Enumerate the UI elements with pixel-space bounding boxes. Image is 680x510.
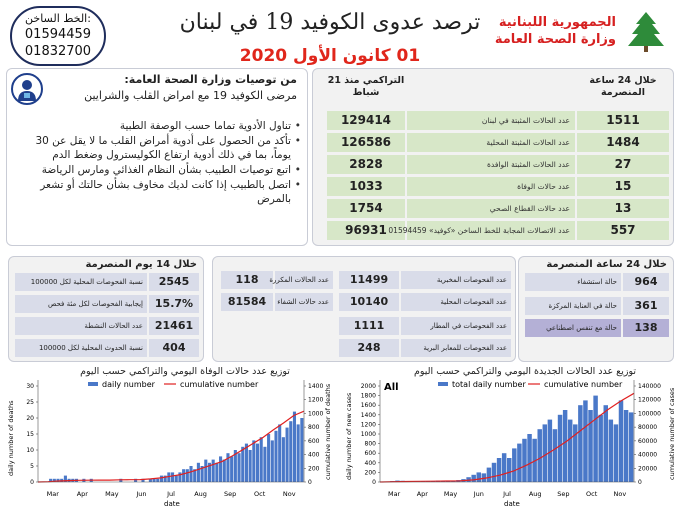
legend-swatch-daily — [438, 382, 448, 386]
metric-value: 138 — [623, 319, 669, 337]
month-label: May — [105, 490, 119, 498]
daily-bar — [593, 396, 597, 482]
summary-row — [319, 177, 669, 196]
month-label: Oct — [254, 490, 266, 498]
daily-bar — [189, 466, 192, 482]
daily-bar — [527, 434, 531, 482]
y-tick-label: 1200 — [360, 421, 376, 429]
daily-bar — [256, 444, 259, 482]
daily-bar — [300, 418, 303, 482]
row-label: عدد حالات القطاع الصحي — [407, 199, 575, 218]
daily-bar — [241, 447, 244, 482]
month-label: Sep — [557, 490, 570, 498]
month-label: Oct — [586, 490, 598, 498]
metric-label: حالة استشفاء — [525, 273, 621, 291]
recommendation-item: • اتبع توصيات الطبيب بشأن النظام الغذائي ومارس الرياضة — [13, 163, 301, 177]
daily-bar — [568, 420, 572, 482]
daily-bar — [215, 463, 218, 482]
legend-cumulative: cumulative number — [180, 380, 259, 389]
recommendations-list — [13, 119, 301, 207]
daily-bar — [160, 476, 163, 482]
y-tick-label: 600 — [364, 450, 376, 458]
y2-tick-label: 100000 — [638, 410, 661, 418]
row-label: عدد الحالات المثبتة الوافدة — [407, 155, 575, 174]
metric-value: 404 — [149, 339, 199, 357]
daily-bar — [492, 463, 496, 482]
daily-bar — [263, 447, 266, 482]
y2-tick-label: 0 — [308, 479, 312, 486]
y-axis-label: daily number of deaths — [7, 400, 15, 476]
metric-label: نسبة الفحوصات المحلية لكل 100000 — [15, 273, 147, 291]
deaths-chart — [4, 376, 334, 508]
daily-bar — [543, 424, 547, 482]
daily-bar — [588, 410, 592, 482]
daily-bar — [289, 421, 292, 482]
daily-bar — [252, 440, 255, 482]
daily-bar — [477, 472, 481, 482]
metric-value: 1111 — [339, 317, 399, 335]
y2-tick-label: 20000 — [638, 465, 658, 473]
daily-bar — [249, 450, 252, 482]
metric-label: عدد الفحوصات في المطار — [401, 317, 511, 335]
daily-bar — [153, 479, 156, 482]
recommendation-item: • اتصل بالطبيب إذا كانت لديك مخاوف بشأن حالتك أو تشعر بالمرض — [13, 178, 301, 206]
daily-bar — [271, 440, 274, 482]
cedar-logo-icon — [622, 10, 670, 54]
daily-value: 13 — [577, 199, 669, 218]
hospital-panel — [518, 256, 674, 362]
month-label: Jun — [473, 490, 484, 498]
y2-tick-label: 80000 — [638, 424, 658, 432]
y-tick-label: 400 — [364, 459, 376, 467]
daily-bar — [274, 431, 277, 482]
daily-bar — [502, 453, 506, 482]
legend-swatch-daily — [88, 382, 98, 386]
ministry-line-1: الجمهورية اللبنانية — [498, 15, 616, 30]
metric-value: 15.7% — [149, 295, 199, 313]
daily-bar — [517, 444, 521, 482]
summary-panel — [312, 68, 674, 246]
cumulative-value: 2828 — [327, 155, 405, 174]
y2-tick-label: 800 — [308, 424, 320, 432]
cumulative-value: 1754 — [327, 199, 405, 218]
daily-bar — [522, 439, 526, 482]
cumulative-value: 129414 — [327, 111, 405, 130]
chart-tag: All — [384, 382, 399, 393]
ministry-name — [492, 14, 616, 48]
ministry-line-2: وزارة الصحة العامة — [494, 32, 616, 47]
metric-value: 2545 — [149, 273, 199, 291]
month-label: Apr — [76, 490, 88, 498]
metric-label: عدد الحالات النشطة — [15, 317, 147, 335]
summary-row — [319, 133, 669, 152]
panel-title: خلال 24 ساعة المنصرمة — [546, 259, 667, 270]
daily-bar — [260, 437, 263, 482]
metric-label: حالة مع تنفس اصطناعي — [525, 319, 621, 337]
daily-bar — [297, 424, 300, 482]
hotline-label: الخط الساخن: — [25, 12, 91, 25]
daily-bar — [197, 463, 200, 482]
y-tick-label: 1400 — [360, 411, 376, 419]
y2-tick-label: 400 — [308, 451, 320, 459]
tests-panel — [212, 256, 516, 362]
row-label: عدد الحالات المثبتة في لبنان — [407, 111, 575, 130]
summary-row — [319, 111, 669, 130]
daily-bar — [614, 424, 618, 482]
col-header-cumulative: التراكمي منذ 21 شباط — [327, 75, 405, 98]
deaths-chart-title: توزيع عدد حالات الوفاة اليومي والتراكمي حسب اليوم — [80, 366, 290, 377]
metric-label: عدد الفحوصات المحلية — [401, 293, 511, 311]
last-14-days-panel — [8, 256, 204, 362]
recommendations-subheading: مرضى الكوفيد 19 مع امراض القلب والشرايين — [84, 89, 297, 102]
legend-daily: total daily number — [452, 380, 526, 389]
month-label: Apr — [416, 490, 428, 498]
daily-bar — [507, 458, 511, 482]
daily-bar — [171, 472, 174, 482]
daily-bar — [537, 429, 541, 482]
y-tick-label: 1800 — [360, 392, 376, 400]
cases-chart — [344, 376, 678, 508]
recommendations-heading: من توصيات وزارة الصحة العامة: — [124, 73, 297, 86]
daily-value: 27 — [577, 155, 669, 174]
daily-bar — [212, 460, 215, 482]
y-tick-label: 1000 — [360, 431, 376, 438]
daily-bar — [245, 444, 248, 482]
y-tick-label: 30 — [26, 383, 34, 390]
daily-bar — [175, 476, 178, 482]
recommendation-item: • تناول الأدوية تماما حسب الوصفة الطبية — [13, 119, 301, 133]
metric-label: نسبة الحدوث المحلية لكل 100000 — [15, 339, 147, 357]
metric-label: إيجابية الفحوصات لكل مئة فحص — [15, 295, 147, 313]
daily-bar — [178, 472, 181, 482]
daily-bar — [267, 434, 270, 482]
daily-bar — [223, 460, 226, 482]
y-tick-label: 200 — [364, 469, 376, 477]
legend-daily: daily number — [102, 380, 155, 389]
y-tick-label: 25 — [26, 399, 34, 406]
y-tick-label: 5 — [30, 463, 34, 470]
y2-tick-label: 600 — [308, 437, 320, 445]
daily-bar — [186, 469, 189, 482]
daily-bar — [282, 437, 285, 482]
y2-axis-label: cumulative number of deaths — [324, 383, 332, 480]
daily-bar — [604, 405, 608, 482]
metric-label: عدد الفحوصات للمعابر البرية — [401, 339, 511, 357]
metric-value: 248 — [339, 339, 399, 357]
metric-label: عدد حالات الشفاء — [275, 293, 333, 311]
y-tick-label: 800 — [364, 440, 376, 448]
row-label: عدد حالات الوفاة — [407, 177, 575, 196]
metric-value: 11499 — [339, 271, 399, 289]
daily-bar — [204, 460, 207, 482]
daily-bar — [293, 412, 296, 482]
hotline-number-2: 01832700 — [24, 44, 92, 59]
y-tick-label: 1600 — [360, 402, 376, 410]
metric-label: عدد الحالات المكررة — [275, 271, 333, 289]
y2-tick-label: 60000 — [638, 437, 658, 445]
daily-bar — [278, 424, 281, 482]
daily-bar — [512, 448, 516, 482]
daily-bar — [156, 479, 159, 482]
month-label: Mar — [46, 490, 59, 498]
month-label: Aug — [528, 490, 542, 498]
daily-bar — [578, 405, 582, 482]
cumulative-value: 96931 — [327, 221, 405, 240]
metric-value: 81584 — [221, 293, 273, 311]
month-label: Aug — [194, 490, 207, 498]
daily-bar — [497, 458, 501, 482]
daily-bar — [219, 456, 222, 482]
summary-row — [319, 221, 669, 240]
daily-bar — [609, 420, 613, 482]
metric-label: عدد الفحوصات المخبرية — [401, 271, 511, 289]
y2-tick-label: 1200 — [308, 396, 324, 404]
panel-title: خلال 14 يوم المنصرمة — [85, 259, 197, 270]
y-tick-label: 10 — [26, 447, 34, 454]
report-date: 01 كانون الأول 2020 — [239, 46, 421, 66]
cumulative-value: 1033 — [327, 177, 405, 196]
y2-tick-label: 140000 — [638, 383, 661, 390]
hotline-number-1: 01594459 — [24, 27, 92, 42]
metric-value: 964 — [623, 273, 669, 291]
y2-tick-label: 200 — [308, 465, 320, 473]
metric-value: 10140 — [339, 293, 399, 311]
y2-tick-label: 1400 — [308, 383, 324, 390]
y-axis-label: daily number of new cases — [345, 392, 353, 480]
y2-tick-label: 120000 — [638, 396, 661, 404]
daily-bar — [624, 410, 628, 482]
daily-bar — [558, 415, 562, 482]
daily-value: 557 — [577, 221, 669, 240]
daily-bar — [286, 428, 289, 482]
metric-value: 361 — [623, 297, 669, 315]
y2-tick-label: 0 — [638, 479, 642, 486]
metric-label: حالة في العناية المركزة — [525, 297, 621, 315]
metric-value: 21461 — [149, 317, 199, 335]
summary-row — [319, 199, 669, 218]
col-header-24h: خلال 24 ساعة المنصرمة — [589, 75, 657, 98]
cumulative-value: 126586 — [327, 133, 405, 152]
page-title: ترصد عدوى الكوفيد 19 في لبنان — [179, 10, 481, 35]
month-label: Sep — [223, 490, 237, 498]
y-tick-label: 0 — [372, 479, 376, 486]
recommendation-item: • تأكد من الحصول على أدوية أمراض القلب ما لا يقل عن 30 يوماً، بما في ذلك أدوية ارتفاع الكوليسترول وضغط الدم — [13, 134, 301, 162]
legend-cumulative: cumulative number — [544, 380, 623, 389]
daily-bar — [598, 415, 602, 482]
month-label: Mar — [387, 490, 401, 498]
daily-bar — [563, 410, 567, 482]
daily-bar — [230, 456, 233, 482]
metric-value: 118 — [221, 271, 273, 289]
row-label: عدد الاتصالات المجابة للخط الساخن «كوفيد» 01594459 — [407, 221, 575, 240]
row-label: عدد الحالات المثبتة المحلية — [407, 133, 575, 152]
daily-bar — [583, 400, 587, 482]
cases-chart-title: توزيع عدد الحالات الجديدة اليومي والتراكمي حسب اليوم — [413, 366, 637, 377]
daily-bar — [553, 429, 557, 482]
y-tick-label: 0 — [30, 479, 34, 486]
daily-bar — [238, 453, 241, 482]
y2-tick-label: 1000 — [308, 410, 324, 418]
recommendations-panel — [6, 68, 308, 246]
y-tick-label: 2000 — [360, 383, 376, 390]
y2-tick-label: 40000 — [638, 451, 658, 459]
daily-value: 1511 — [577, 111, 669, 130]
hotline-badge — [10, 6, 106, 66]
daily-bar — [487, 468, 491, 482]
y2-axis-label: cumulative number of cases — [668, 387, 676, 480]
daily-bar — [619, 400, 623, 482]
daily-bar — [629, 412, 633, 482]
y-tick-label: 15 — [26, 431, 34, 438]
daily-value: 15 — [577, 177, 669, 196]
month-label: Nov — [282, 490, 296, 498]
x-axis-label: date — [504, 500, 520, 508]
month-label: Jun — [136, 490, 147, 498]
month-label: Jul — [167, 490, 175, 498]
month-label: May — [443, 490, 458, 498]
daily-value: 1484 — [577, 133, 669, 152]
daily-bar — [182, 469, 185, 482]
summary-row — [319, 155, 669, 174]
month-label: Nov — [613, 490, 627, 498]
x-axis-label: date — [164, 500, 180, 508]
month-label: Jul — [503, 490, 511, 498]
y-tick-label: 20 — [26, 415, 34, 422]
daily-bar — [471, 475, 475, 482]
